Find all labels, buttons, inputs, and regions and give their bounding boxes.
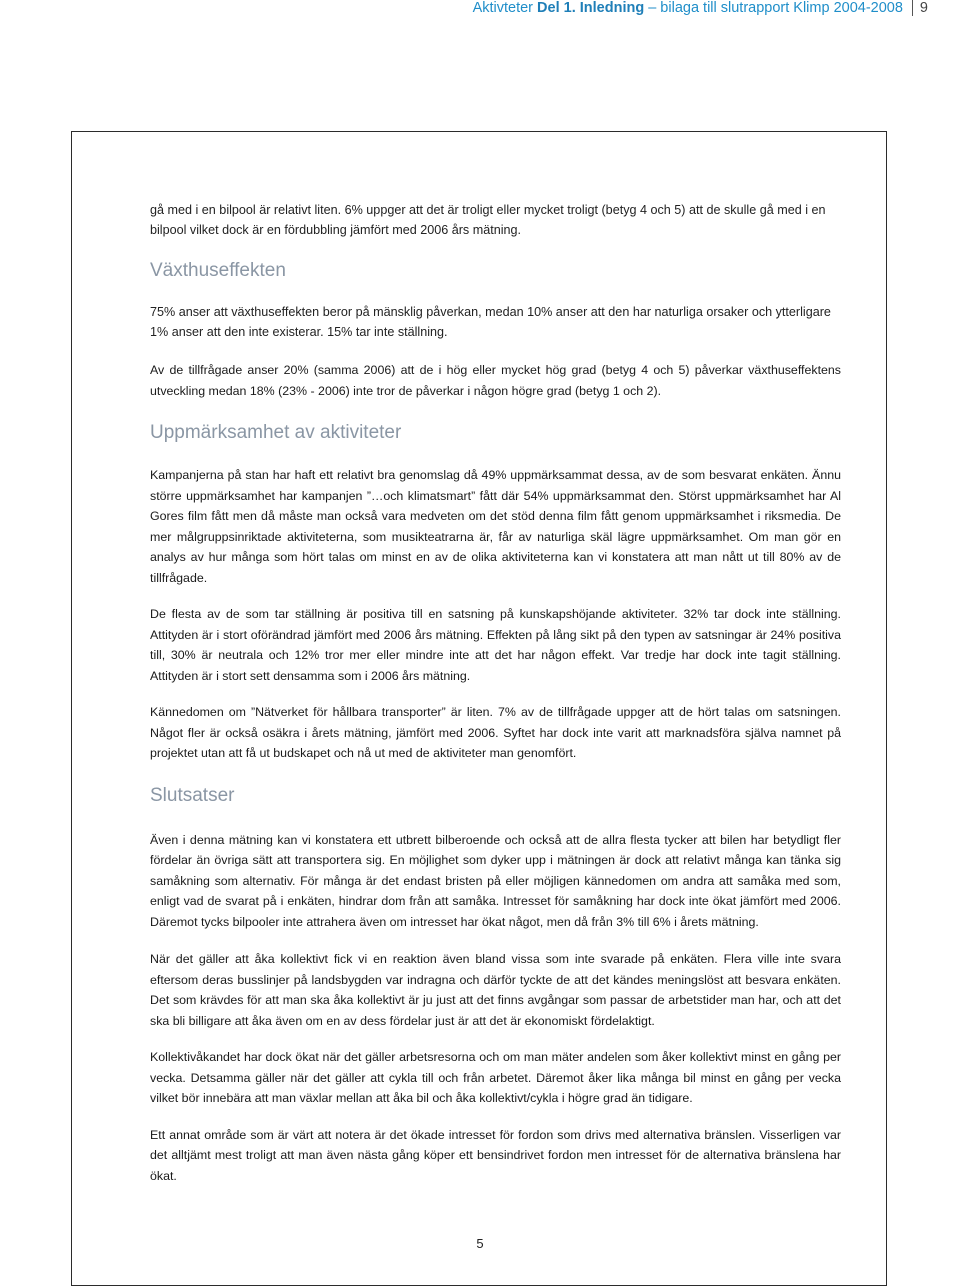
header-prefix: Aktivteter	[472, 0, 538, 16]
paragraph: Ett annat område som är värt att notera är det ökade intresset för fordon som drivs med alternativa bränslen. Visserligen var det alltjämt mest troligt att man även nästa gång köper ett bensindrivet fordon men intresset för de alternativa bränslena har ökat.	[150, 1127, 841, 1183]
paragraph: Av de tillfrågade anser 20% (samma 2006) att de i hög eller mycket hög grad (betyg 4 och 5) påverkar växthuseffektens utveckling medan 18% (23% - 2006) inte tror de påverkar i någon högre grad (betyg 1 och 2).	[150, 363, 841, 398]
header-title: – bilaga till slutrapport Klimp 2004-2008	[644, 0, 903, 16]
footer-page-number: 5	[476, 1236, 484, 1251]
header-separator	[912, 0, 913, 16]
paragraph: De flesta av de som tar ställning är positiva till en satsning på kunskapshöjande aktiviteter. 32% tar dock inte ställning. Attityden är i stort oförändrad jämfört med 2006 års mätning. Effekten på lång sikt på den typen av satsningar är 24% positiva till, 30% är neutrala och 12% tror mer eller mindre inte att det har någon effekt. Var tredje har dock inte tagit ställning. Attityden är i stort sett densamma som i 2006 års mätning.	[150, 607, 841, 683]
paragraph: Kännedomen om ”Nätverket för hållbara transporter” är liten. 7% av de tillfrågade uppger att de hört talas om satsningen. Något fler är också osäkra i årets mätning, jämfört med 2006. Syftet har dock inte varit att marknadsföra själva namnet på projektet utan att få ut budskapet och nå ut med de aktiviteter man genomfört.	[150, 705, 841, 760]
paragraph: Kollektivåkandet har dock ökat när det gäller arbetsresorna och om man mäter andelen som åker kollektivt minst en gång per vecka. Detsamma gäller när det gäller att cykla till och från arbetet. Däremot åker lika många bil minst en gång per vecka vilket bör innebära att man växlar mellan att åka bil och åka kollektivt/cykla i högre grad än tidigare.	[150, 1050, 841, 1105]
paragraph: 75% anser att växthuseffekten beror på mänsklig påverkan, medan 10% anser att den har naturliga orsaker och ytterligare 1% anser att den inte existerar. 15% tar inte ställning.	[150, 305, 831, 339]
paragraph: Även i denna mätning kan vi konstatera ett utbrett bilberoende och också att de allra flesta tycker att bilen har betydligt fler fördelar än övriga sätt att transportera sig. En möjlighet som dyker upp i mätningen är dock att relativt många kan tänka sig samåkning som alternativ. För många är det endast bristen på eller möjligen kännedomen om andra att samåka med som, enligt vad de svarat på i enkäten, hindrar dom från att samåka. Intresset för samåkning har dock inte ökat jämfört med 2006. Däremot tycks bilpooler inte attrahera även om intresset har ökat något, men då från 3% till 6% i årets mätning.	[150, 832, 841, 929]
heading-uppmarksamhet: Uppmärksamhet av aktiviteter	[150, 422, 402, 443]
intro-paragraph: gå med i en bilpool är relativt liten. 6% uppger att det är troligt eller mycket troligt (betyg 4 och 5) att de skulle gå med i en bilpool vilket dock är en fördubbling jämfört med 2006 års mätning.	[150, 203, 826, 237]
page-content	[150, 201, 841, 1186]
header-part: Del 1. Inledning	[537, 0, 645, 16]
paragraph: När det gäller att åka kollektivt fick vi en reaktion även bland vissa som inte svarade på enkäten. Flera ville inte svara eftersom deras busslinjer på landsbygden var indragna och därför tyckte de att det kändes meningslöst att besvara enkäten. Det som krävdes för att man ska åka kollektivt är ju just att det finns avgångar som passar de arbetstider man har, och att det ska bli billigare att åka även om en av dess fördelar just är att det är ekonomiskt fördelaktigt.	[150, 952, 841, 1028]
header-page-number: 9	[919, 0, 928, 16]
running-header	[473, 0, 928, 16]
paragraph: Kampanjerna på stan har haft ett relativt bra genomslag då 49% uppmärksammat dessa, av de som besvarat enkäten. Ännu större uppmärksamhet har kampanjen ”…och klimatsmart” fått där 54% uppmärksammat den. Störst uppmärksamhet har Al Gores film fått men då måste man också vara medveten om det stöd denna film fått genom uppmärksamhet i riksmedia. De mer målgruppsinriktade aktiviteterna, som musikteatrarna är, får av naturliga skäl lägre uppmärksamhet. Om man gör en analys av hur många som hört talas om minst en av de olika aktiviteterna kan vi konstatera att man nått ut till 80% av de tillfrågade.	[150, 468, 841, 585]
heading-slutsatser: Slutsatser	[150, 784, 235, 806]
heading-vaxthuseffekten: Växthuseffekten	[150, 260, 286, 281]
